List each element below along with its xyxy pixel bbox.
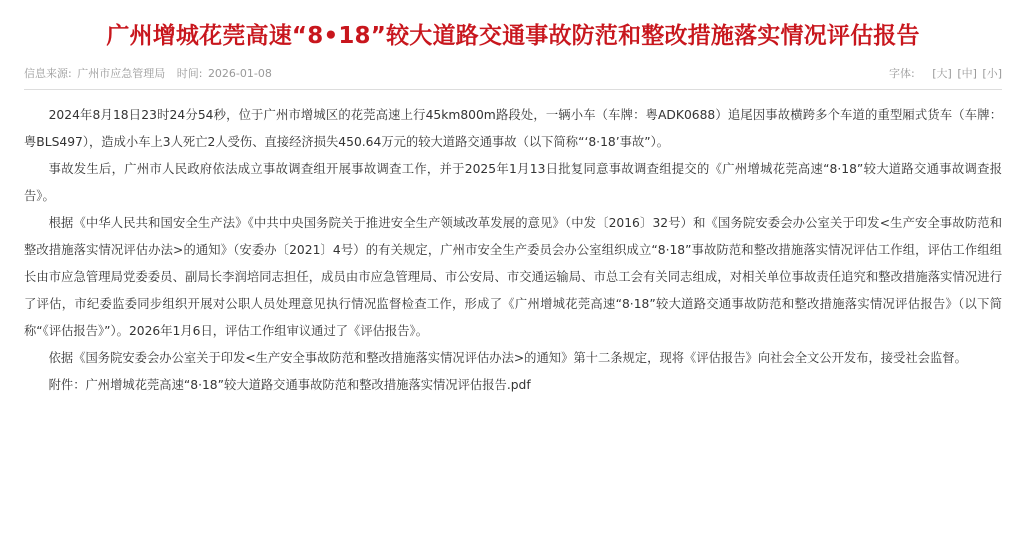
attachment-link[interactable]: 广州增城花莞高速“8·18”较大道路交通事故防范和整改措施落实情况评估报告.pdf <box>85 378 531 392</box>
article-meta <box>24 64 1002 84</box>
paragraph: 依据《国务院安委会办公室关于印发<生产安全事故防范和整改措施落实情况评估办法>的通知》第十二条规定，现将《评估报告》向社会全文公开发布，接受社会监督。 <box>48 351 967 365</box>
paragraph: 2024年8月18日23时24分54秒，位于广州市增城区的花莞高速上行45km800m路段处，一辆小车（车牌：粤ADK0688）追尾因事故横跨多个车道的重型厢式货车（车牌：粤BLS497），造成小车上3人死亡2人受伤、直接经济损失450.64万元的较大道路交通事故（以下简称“‘8·18’事故”）。 <box>24 108 1002 149</box>
article-title: 广州增城花莞高速“8•18”较大道路交通事故防范和整改措施落实情况评估报告 <box>106 23 920 49</box>
font-medium-button[interactable]: [中] <box>957 67 977 80</box>
paragraph: 根据《中华人民共和国安全生产法》《中共中央国务院关于推进安全生产领域改革发展的意见》（中发〔2016〕32号）和《国务院安委会办公室关于印发<生产安全事故防范和整改措施落实情况评估办法>的通知》（安委办〔2021〕4号）的有关规定，广州市安全生产委员会办公室组织成立“8·18”事故防范和整改措施落实情况评估工作组，评估工作组组长由市应急管理局党委委员、副局长李润培同志担任，成员由市应急管理局、市公安局、市交通运输局、市总工会有关同志组成，对相关单位事故责任追究和整改措施落实情况进行了评估，市纪委监委同步组织开展对公职人员处理意见执行情况监督检查工作，形成了《广州增城花莞高速“8·18”较大道路交通事故防范和整改措施落实情况评估报告》（以下简称“《评估报告》”）。2026年1月6日，评估工作组审议通过了《评估报告》。 <box>24 216 1002 338</box>
font-large-button[interactable]: [大] <box>932 67 952 80</box>
font-small-button[interactable]: [小] <box>982 67 1002 80</box>
source-value: 广州市应急管理局 <box>77 67 166 80</box>
attachment-row <box>24 372 1002 399</box>
font-size-switcher <box>889 64 1002 84</box>
time-value: 2026-01-08 <box>207 67 272 80</box>
font-size-label: 字体: <box>889 67 915 80</box>
source-label: 信息来源: <box>24 67 72 80</box>
time-label: 时间: <box>176 67 203 80</box>
meta-divider <box>24 89 1002 90</box>
article-body <box>24 102 1002 372</box>
attachment-label: 附件： <box>48 378 86 392</box>
paragraph: 事故发生后，广州市人民政府依法成立事故调查组开展事故调查工作，并于2025年1月13日批复同意事故调查组提交的《广州增城花莞高速“8·18”较大道路交通事故调查报告》。 <box>24 162 1002 203</box>
